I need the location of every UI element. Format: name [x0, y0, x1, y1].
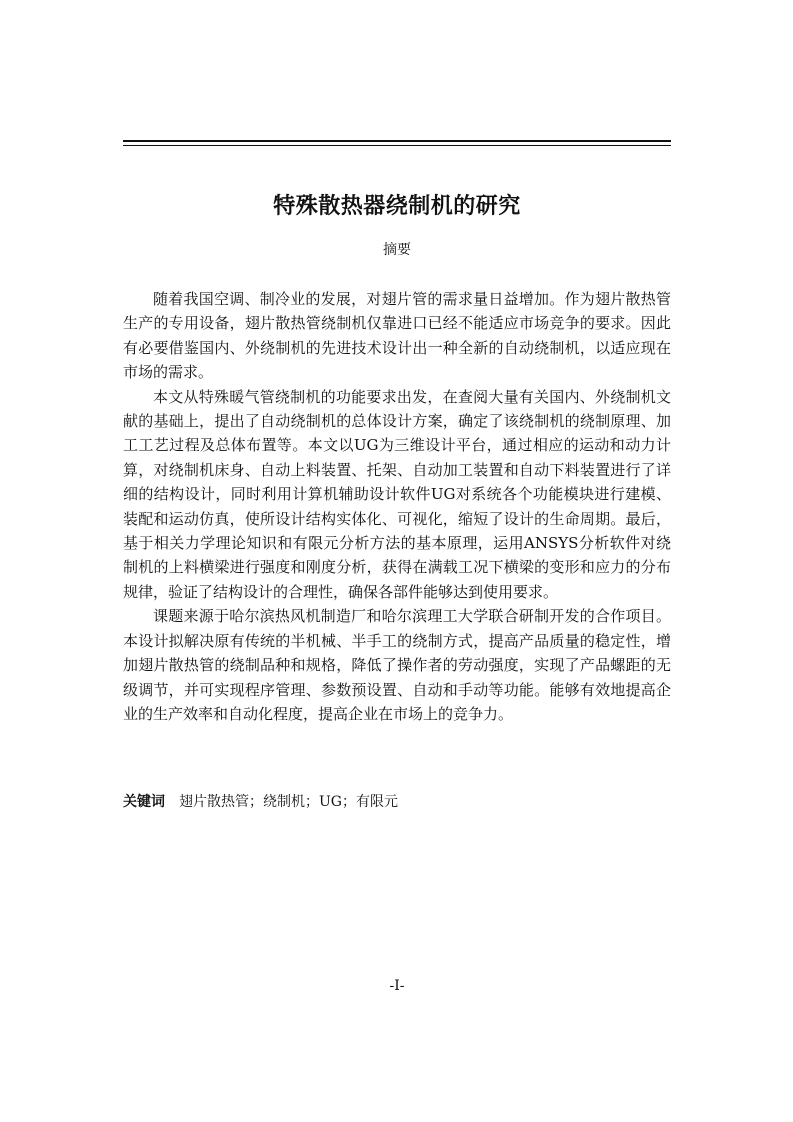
document-title: 特殊散热器绕制机的研究	[273, 194, 521, 219]
abstract-heading: 摘要	[383, 242, 411, 258]
abstract-paragraph-2: 本文从特殊暖气管绕制机的功能要求出发，在查阅大量有关国内、外绕制机文献的基础上，提出了自动绕制机的总体设计方案，确定了该绕制机的绕制原理、加工工艺过程及总体布置等。本文以UG为三维设计平台，通过相应的运动和动力计算，对绕制机床身、自动上料装置、托架、自动加工装置和自动下料装置进行了详细的结构设计，同时利用计算机辅助设计软件UG对系统各个功能模块进行建模、装配和运动仿真，使所设计结构实体化、可视化，缩短了设计的生命周期。最后，基于相关力学理论知识和有限元分析方法的基本原理，运用ANSYS分析软件对绕制机的上料横梁进行强度和刚度分析，获得在满载工况下横梁的变形和应力的分布规律，验证了结构设计的合理性，确保各部件能够达到使用要求。	[123, 387, 671, 601]
keywords-list: 翅片散热管；绕制机；UG；有限元	[179, 794, 398, 810]
page-number: -I-	[389, 978, 405, 994]
abstract-paragraph-1: 随着我国空调、制冷业的发展，对翅片管的需求量日益增加。作为翅片散热管生产的专用设备，翅片散热管绕制机仅靠进口已经不能适应市场竞争的要求。因此有必要借鉴国内、外绕制机的先进技术设计出一种全新的自动绕制机，以适应现在市场的需求。	[123, 290, 671, 382]
keywords-label: 关键词	[123, 794, 165, 810]
header-rule-thick	[123, 140, 671, 142]
header-rule-thin	[123, 145, 671, 146]
keywords-line	[123, 790, 671, 814]
abstract-body	[123, 287, 671, 726]
abstract-paragraph-3: 课题来源于哈尔滨热风机制造厂和哈尔滨理工大学联合研制开发的合作项目。本设计拟解决原有传统的半机械、半手工的绕制方式，提高产品质量的稳定性，增加翅片散热管的绕制品种和规格，降低了操作者的劳动强度，实现了产品螺距的无级调节，并可实现程序管理、参数预设置、自动和手动等功能。能够有效地提高企业的生产效率和自动化程度，提高企业在市场上的竞争力。	[123, 607, 671, 723]
